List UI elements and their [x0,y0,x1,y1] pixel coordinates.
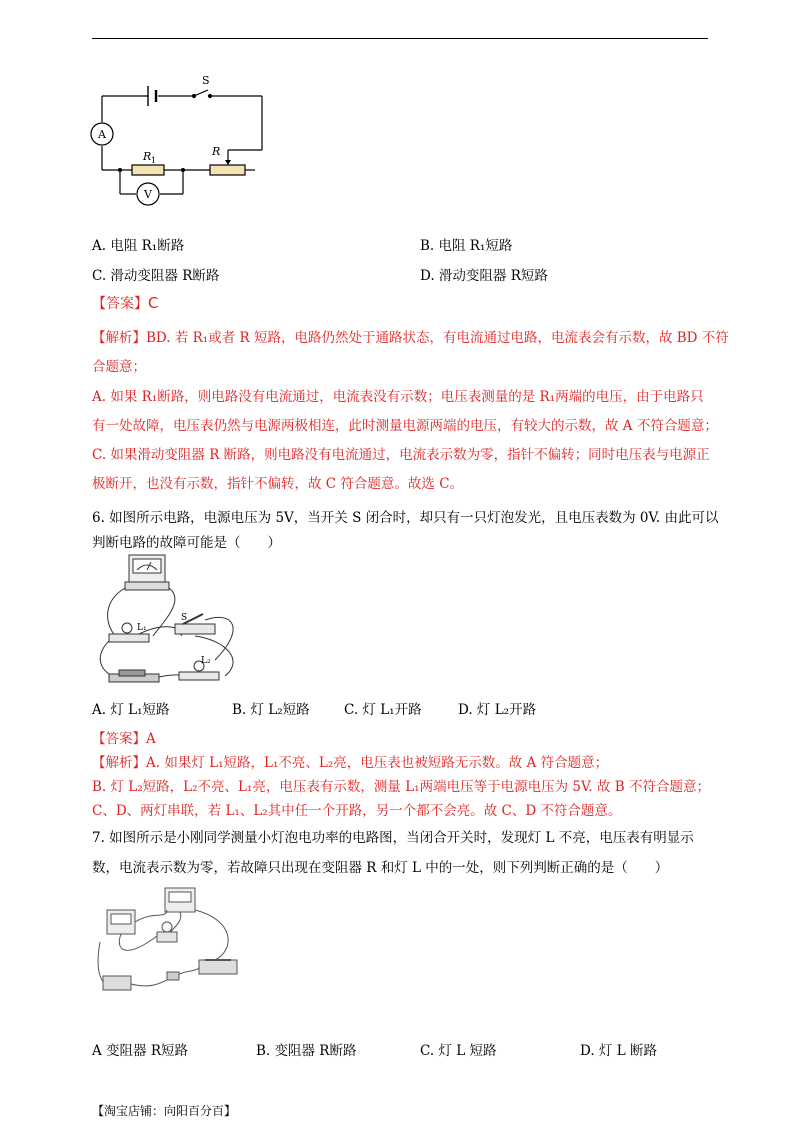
q6-stem-line-1: 6. 如图所示电路，电源电压为 5V，当开关 S 闭合时，却只有一只灯泡发光，且电压表数为 0V. 由此可以 [92,510,719,526]
q5-option-d: D. 滑动变阻器 R短路 [420,268,548,284]
q7-option-b: B. 变阻器 R断路 [256,1043,357,1059]
r1-subscript: 1 [151,156,157,165]
q7-stem-line-1: 7. 如图所示是小刚同学测量小灯泡电功率的电路图，当闭合开关时，发现灯 L 不亮，电压表有明显示 [92,830,694,846]
resistor-r1 [132,165,164,175]
q6-answer: 【答案】A [92,731,156,747]
q5-circuit-diagram [90,70,280,220]
q6-analysis-line-1: 【解析】A. 如果灯 L₁短路，L₁不亮、L₂亮，电压表也被短路无示数。故 A 符合题意； [92,755,609,771]
q6-option-a: A. 灯 L₁短路 [92,702,170,718]
switch-label: S [202,74,210,87]
q6-option-d: D. 灯 L₂开路 [458,702,537,718]
q5-option-b: B. 电阻 R₁短路 [420,238,513,254]
q6-analysis-line-2: B. 灯 L₂短路，L₂不亮、L₁亮，电压表有示数，测量 L₁两端电压等于电源电压为 5V. 故 B 不符合题意； [92,779,710,795]
q7-circuit-photo [95,880,245,1000]
q5-analysis-line-5: C. 如果滑动变阻器 R 断路，则电路没有电流通过，电流表示数为零，指针不偏转；同时电压表与电源正 [92,447,710,463]
r-label: R [212,145,221,158]
footer-shop: 【淘宝店铺：向阳百分百】 [92,1104,237,1118]
q5-analysis-line-6: 极断开，也没有示数，指针不偏转，故 C 符合题意。故选 C。 [92,476,464,492]
ammeter-label: A [98,128,106,141]
q5-analysis-line-1: 【解析】BD. 若 R₁或者 R 短路，电路仍然处于通路状态，有电流通过电路，电流表会有示数，故 BD 不符 [92,330,729,346]
q6-circuit-photo [95,550,265,690]
q7-option-d: D. 灯 L 断路 [580,1043,657,1059]
q5-analysis-line-4: 有一处故障，电压表仍然与电源两极相连，此时测量电源两端的电压，有较大的示数，故 A 不符合题意； [92,418,718,434]
q6-figure-l2: L₂ [201,656,211,666]
q6-analysis-line-3: C、D、两灯串联，若 L₁、L₂其中任一个开路，另一个都不会亮。故 C、D 不符合题意。 [92,803,622,819]
q5-answer-tag: 【答案】 [92,296,148,312]
q6-option-b: B. 灯 L₂短路 [232,702,310,718]
voltmeter-label: V [144,188,152,201]
header-rule [92,38,708,39]
q5-option-c: C. 滑动变阻器 R断路 [92,268,220,284]
q6-stem-line-2: 判断电路的故障可能是（ ） [92,535,281,551]
r1-label: R [143,150,152,163]
q6-figure-l1: L₁ [137,623,147,633]
q7-stem-line-2: 数，电流表示数为零，若故障只出现在变阻器 R 和灯 L 中的一处，则下列判断正确的是（ ） [92,860,669,876]
q6-figure-s: S [181,613,188,623]
rheostat-r [210,165,245,175]
q5-option-a: A. 电阻 R₁断路 [92,238,185,254]
q5-answer [92,293,158,313]
q7-option-c: C. 灯 L 短路 [420,1043,497,1059]
q5-answer-value: C [148,294,159,312]
q5-analysis-line-2: 合题意； [92,359,146,375]
q6-option-c: C. 灯 L₁开路 [344,702,422,718]
q7-option-a: A 变阻器 R短路 [92,1043,188,1059]
q5-analysis-line-3: A. 如果 R₁断路，则电路没有电流通过，电流表没有示数；电压表测量的是 R₁两端的电压，由于电路只 [92,389,704,405]
q5-analysis-tag: 【解析】 [92,330,146,346]
